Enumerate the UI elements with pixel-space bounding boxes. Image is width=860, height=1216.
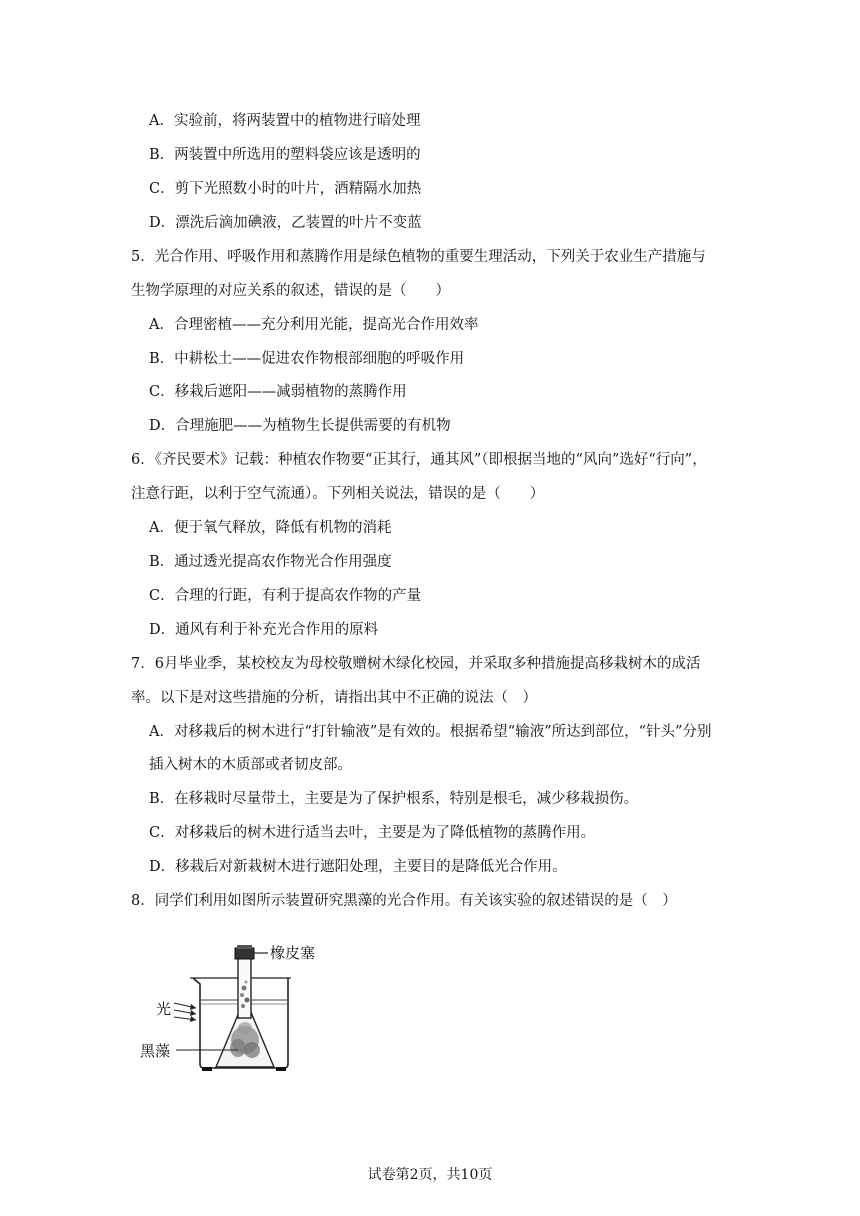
q5-option-b: B．中耕松土——促进农作物根部细胞的呼吸作用	[149, 351, 465, 367]
page-footer: 试卷第2页，共10页	[367, 1167, 493, 1183]
q7-stem-line-2: 率。以下是对这些措施的分析，请指出其中不正确的说法（ ）	[131, 690, 537, 706]
algae-label: 黑藻	[140, 1042, 171, 1060]
q7-stem-line-1: 7．6月毕业季，某校校友为母校敬赠树木绿化校园，并采取多种措施提高移栽树木的成活	[131, 656, 701, 672]
q7-option-a: A．对移栽后的树木进行“打针输液”是有效的。根据希望“输液”所达到部位，“针头”分别	[149, 724, 712, 740]
q7-option-d: D．移栽后对新栽树木进行遮阳处理，主要目的是降低光合作用。	[149, 859, 567, 875]
q5-stem-line-2: 生物学原理的对应关系的叙述，错误的是（ ）	[131, 283, 450, 299]
q5-stem-line-1: 5．光合作用、呼吸作用和蒸腾作用是绿色植物的重要生理活动，下列关于农业生产措施与	[131, 249, 706, 265]
q6-stem-line-1: 6．《齐民要术》记载：种植农作物要“正其行，通其风”（即根据当地的“风向”选好“行向”，	[131, 452, 707, 468]
q4-option-d: D．漂洗后滴加碘液，乙装置的叶片不变蓝	[149, 215, 422, 231]
q6-option-d: D．通风有利于补充光合作用的原料	[149, 622, 379, 638]
q5-option-a: A．合理密植——充分利用光能，提高光合作用效率	[149, 317, 479, 333]
q5-option-c: C．移栽后遮阳——减弱植物的蒸腾作用	[149, 384, 407, 400]
q5-option-d: D．合理施肥——为植物生长提供需要的有机物	[149, 418, 451, 434]
q7-option-b: B．在移栽时尽量带土，主要是为了保护根系，特别是根毛，减少移栽损伤。	[149, 791, 639, 807]
q6-option-c: C．合理的行距，有利于提高农作物的产量	[149, 588, 422, 604]
q7-option-a-continued: 插入树木的木质部或者韧皮部。	[149, 757, 352, 773]
q6-option-b: B．通过透光提高农作物光合作用强度	[149, 554, 392, 570]
stopper-label: 橡皮塞	[270, 944, 316, 962]
q4-option-a: A．实验前，将两装置中的植物进行暗处理	[149, 113, 421, 129]
q7-option-c: C．对移栽后的树木进行适当去叶，主要是为了降低植物的蒸腾作用。	[149, 825, 596, 841]
q6-stem-line-2: 注意行距，以利于空气流通）。下列相关说法，错误的是（ ）	[131, 486, 545, 502]
q8-stem: 8．同学们利用如图所示装置研究黑藻的光合作用。有关该实验的叙述错误的是（ ）	[131, 893, 677, 909]
q4-option-b: B．两装置中所选用的塑料袋应该是透明的	[149, 147, 421, 163]
experiment-figure	[138, 940, 338, 1075]
light-label: 光	[156, 1000, 172, 1018]
q4-option-c: C．剪下光照数小时的叶片，酒精隔水加热	[149, 181, 422, 197]
q6-option-a: A．便于氧气释放，降低有机物的消耗	[149, 520, 392, 536]
